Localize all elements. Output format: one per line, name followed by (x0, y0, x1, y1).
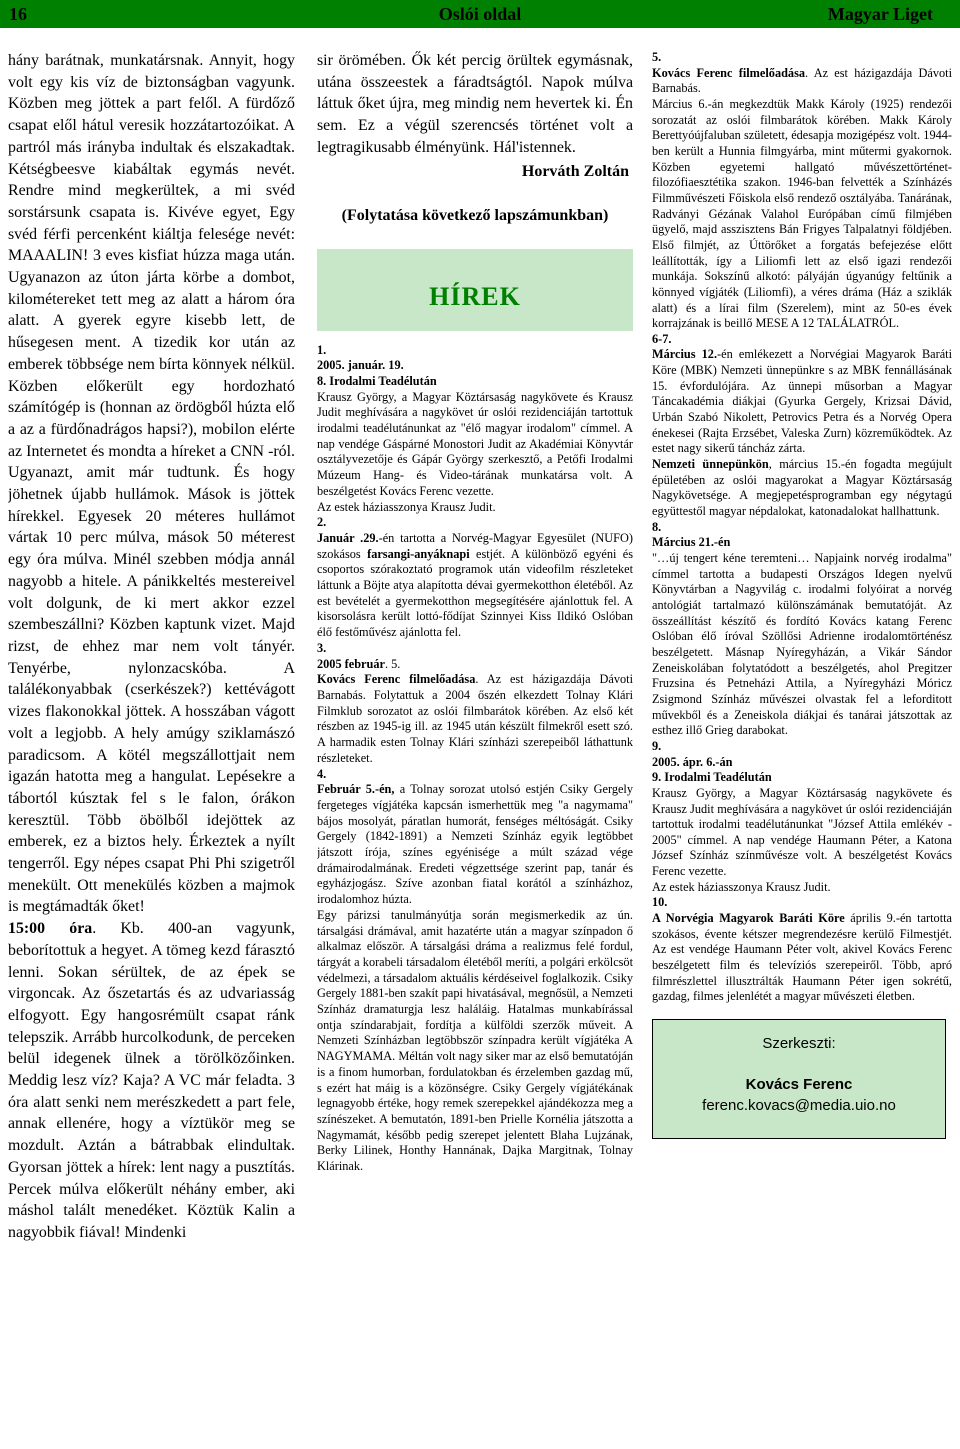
news-number: 10. (652, 895, 668, 910)
news-text: Az estek háziasszonya Krausz Judit. (652, 879, 831, 894)
column-1 (8, 50, 295, 1440)
news-number: 8. (652, 519, 662, 534)
news-text: estjét. A különböző egyéni és csoportos szórakoztató programok után videofilm részleteket láttunk a Böjte atya alapította dévai gyermekotthon életéből. Az est bevételét a gyermekotthon megsegítésére ajánlottuk fel. A kisorsolásra került lottó-fődíjat Szinnyei Kiss Ildikó Oslóban élő festőművész ajánlotta fel. (317, 546, 633, 640)
story-text-after: . Kb. 400-an vagyunk, beborítottuk a hegyet. A tömeg kezd fárasztó lenni. Sokan sérültek, de az épek se virgoncak. Az őszetartás és az udvariasság elfogyott. Egy hangosrémült csapat ránk telepszik. Arrább hurcolkodunk, de perceken belül idegenek ülnek a törölközőinken. Meddig lesz víz? Kaja? A VC már feladta. 3 óra alatt senki nem merészkedett a part fele, annak ellenére, hogy a víztükör meg se mozdult. Aztán a bátrabbak elindultak. Gyorsan jöttek a hírek: lent nagy a pusztítás. Percek múlva előkerült néhány ember, aki máshol talált menedéket. Köztük Kalin a nagyobbik fiával! Mindenki (8, 920, 295, 1241)
news-text: . 5. (384, 656, 401, 671)
news-list-1 (317, 343, 633, 1175)
news-item (652, 911, 952, 1005)
news-date: Március 12. (652, 347, 718, 362)
news-text: -én emlékezett a Norvégiai Magyarok Baráti Köre (MBK) Nemzeti ünnepünkre s az MBK fennállásának 15. évfordulójára. Az ünnepi műsorban a Magyar Táncakadémia diákjai (Gyurka Gergely, Krizsai Dávid, Urbán Szabó Nikolett, Petrovics Petra és a Norvég Opera énekesei (Rajta Erzsébet, Valeska Zurn) közreműködtek. Az estet nagy sikerű táncház zárta. (652, 347, 952, 456)
news-text: április 9.-én tartotta szokásos, évente kétszer megrendezésre kerülő Filmestjét. Az est vendége Haumann Péter volt, akivel Kovács Ferenc beszélgetett film és televíziós szerepeiről. Több, apró filmrészlettel illusztrálták Haumann Péter igen sokrétű, gazdag, filmes jelenlétét a magyar művészeti életben. (652, 911, 952, 1004)
news-title: 8. Irodalmi Teadélután (317, 373, 437, 388)
news-text: , március 15.-én fogadta megújult épületében az oslói magyarokat a Magyar Köztársaság Nagykövetsége. A megjepetésprogramban egy négytagú együttestől magyar népdalokat, katonadalokat hallhattunk. (652, 457, 952, 519)
news-highlight: farsangi-anyáknapi (367, 546, 470, 561)
news-item (317, 672, 633, 766)
news-date: Március 21.-én (652, 535, 731, 550)
news-date: Nemzeti ünnepünkön (652, 457, 769, 472)
editor-label: Szerkeszti: (762, 1035, 836, 1053)
magazine-title: Magyar Liget (827, 4, 933, 24)
news-text: Krausz György, a Magyar Köztársaság nagykövete és Krausz Judit meghívására a nagykövet úr oslói rezidenciáján tartottuk irodalmi teadélutánunkat "József Attila emlékév - 2005" címmel. A nap vendége Haumann Péter, a Katona József Színház színművésze volt. A beszélgetést Kovács Ferenc vezette. (652, 785, 952, 879)
story-text-cont (8, 918, 295, 1244)
news-heading: HÍREK (429, 281, 521, 311)
news-number: 4. (317, 766, 327, 781)
news-date: 2005. január. 19. (317, 358, 404, 373)
time-label: 15:00 óra (8, 920, 93, 938)
editor-name: Kovács Ferenc (745, 1076, 853, 1094)
news-item (652, 347, 952, 457)
news-text: Egy párizsi tanulmányútja során megismerkedik az ún. társalgási drámával, amit hazatérte után a magyar színpadon ő alkalmaz először. A társalgási dráma a realizmus felé fordul, tárgyát a korabeli társadalom életéből meríti, a polgári erkölcsöt védelmezi, a társadalom aktuális kérdéseivel foglalkozik. Csiky Gergely 1881-ben szakít papi hivatásával, megnősül, a Nemzeti Színház dramaturgja lesz haláláig. Hatalmas munkabírással ontja színdarabjait, fordítja a külföldi szerzők műveit. A Nemzeti Színházban legtöbbször színpadra került vígjátéka A NAGYMAMA. Méltán volt nagy siker mar az első bemutatóján is a finom humorban, fordulatokban és érzelemben gazdag mű, s ezért hat máig is a közönségre. Csiky Gergely vígjátékának legnagyobb értéke, hogy remek szerepekkel ajándékozza meg a színészeket. A bemutatón, 1891-ben Prielle Kornélia játszotta a Nagymamát, később pedig szerepet jelentett Blaha Lujzának, Berky Lilinek, Honthy Hannának, Dajka Margitnak, Tolnay Klárinak. (317, 907, 633, 1174)
news-item (317, 782, 633, 908)
news-heading-box (317, 249, 633, 331)
news-item (652, 66, 952, 97)
news-highlight: A Norvégia Magyarok Baráti Köre (652, 911, 845, 926)
news-number: 1. (317, 342, 327, 357)
news-date: 2005. ápr. 6.-án (652, 754, 733, 769)
news-number: 9. (652, 738, 662, 753)
news-date: 2005 február (317, 656, 385, 671)
news-number: 2. (317, 515, 327, 530)
news-item (317, 531, 633, 641)
news-number: 3. (317, 640, 327, 655)
column-3 (652, 50, 952, 1440)
page-header (0, 0, 960, 28)
news-text: Krausz György, a Magyar Köztársaság nagykövete és Krausz Judit meghívására a nagykövet úr oslói rezidenciáján tartottuk irodalmi teadélutánunkat az "élő magyar irodalom" címmel. A nap vendége Gáspárné Monostori Judit az Akadémiai Könyvtár osztályvezetője és Gápár György szerkesztő, a Petőfi Irodalmi Múzeum Hang- és Video-tárának munkatársa volt. A beszélgetést Kovács Ferenc vezette. (317, 389, 633, 498)
news-number: 5. (652, 50, 662, 64)
news-date: Január .29. (317, 530, 379, 545)
section-title: Oslói oldal (438, 4, 522, 24)
news-title: 9. Irodalmi Teadélután (652, 770, 772, 785)
news-text: . Az est házigazdája Dávoti Barnabás. Folytattuk a 2004 őszén elkezdett Tolnay Klári Filmklub sorozatot az oslói filmbarátok körében. Az első két részben az 1945-ig ill. az 1945 után készült filmekről esett szó. A harmadik esten Tolnay Klári színházi szerepeiből láthattunk részleteket. (317, 672, 633, 765)
news-highlight: Kovács Ferenc filmelőadása (317, 672, 476, 687)
page-number: 16 (9, 4, 27, 24)
column-2 (317, 50, 633, 1442)
news-text: . Az est házigazdája Dávoti Barnabás. (652, 65, 952, 96)
news-number: 6-7. (652, 331, 672, 346)
news-text: a Tolnay sorozat utolsó estjén Csiky Gergely fergeteges vígjátéka kapcsán ismerhettük meg "a nagymama" bájos mosolyát, páratlan humorát, fenséges méltóságát. Csiky Gergely (1842-1891) a Nemzeti Színház egyik legtöbbet játszott írója, színes egyénisége a múlt század vége drámairodalmának. Eredeti végzettsége szerint pap, tanár és egyházjogász. Szíve azonban fiatal korától a színházhoz, irodalomhoz húzta. (317, 782, 633, 907)
news-text: -én tartotta a Norvég-Magyar Egyesület (NUFO) szokásos (317, 530, 633, 561)
news-item (652, 457, 952, 520)
author: Horváth Zoltán (521, 162, 629, 180)
story-end: sir örömében. Ők két percig örültek egymásnak, utána összeestek a fáradtságtól. Napok múlva láttuk őket újra, meg mindig nem hevertek ki. Én sem. Ez a végül szerencsés történet volt a legtragikusabb élményünk. Hál'istennek. (317, 52, 633, 156)
news-text: Március 6.-án megkezdtük Makk Károly (1925) rendezői sorozatát az oslói filmbarátok körében. Makk Károly Berettyóújfaluban született, édesapja mozigépész volt. 1944-ben került a Hunnia filmgyárba, mint műtermi gyakornok. Közben egyetemi hallgató művészettörténet-filozófiaesztétika szakon. 1946-ban felvették a Színházés Filmművészeti Főiskola első rendező osztályába. Tanárának, Radványi Gézának Valahol Európában című filmjében ügyelő, majd asszisztens Bán Frigyes Talpalatnyi földjében. Első filmjét, az Úttörőket a forgatás befejezése előtt leállították, így a Liliomfi lett az első igazi rendezői munkája. Sokszínű alkotó: pályáján úgyanúgy feltűnik a könnyed vígjáték (Liliomfi), a véres dráma (Ház a sziklák alatt) és a lírai film (Szerelem), mint az 50-es évek korrajzának is beillő MESE A 12 TALÁLATRÓL. (652, 96, 952, 331)
news-text: Az estek háziasszonya Krausz Judit. (317, 499, 496, 514)
story-text: hány barátnak, munkatársnak. Annyit, hogy volt egy kis víz de biztonságban vagyunk. Közben meg jöttek a part felől. A fürdőző csapat elől hátul veresik hozzátartozóikat. A partról más irányba indultak és elszakadtak. Kétségbeesve kiabáltak egymás nevét. Rendre mind megkerültek, a mi svéd sorstársunk csapata is. Kivéve egyet, Egy svéd férfi percenként kiáltja felesége nevét: MAAALIN! 3 eves kisfiat húzza maga után. Ugyanazon az úton járta körbe a dombot, kilométereket tett meg az alatt a három óra alatt. A gyerek egyre kisebb lett, de hűsegesen ment. A tizedik kor után az emberek többsége nem bírta könnyek nélkül. Közben előkerült egy hordozható számítógép is (honnan az ördögből húzta elő a az a fürdőnadrágos hapsi?), mobilon elérte az Internetet és mondta a híreket a CNN -ról. Ugyanazt, amit már tudtunk. És hogy jöhetnek újabb hullámok. Mások is jöttek hírekkel. Egyesek 20 méteres hullámot vártak 10 perc múlva, mások 50 méterest egy óra múlva. Minél szebben módja annál nagyobb a hitele. A pánikkeltés mestereivel volt dolgunk, de ki mert akkor ezzel szembeszállni? Közben kaptunk vizet. Majd rizst, de ehhez mar nem volt tányér. Tenyérbe, nylonzacskóba. A találékonyabbak (cserkészek?) kettévágott vizes flakonokkal jöttek. A hosszában vágott volt a legjobb. A hely amúgy sziklamászó paradicsom. A kötél megszállottjait nem igazán hatotta meg a hangulat. Lepésekre a tábortól kúsztak fel s le falon, órákon keresztül. Több öbölből idejöttek az emberek, ez a biztos hely. Érkeztek a nyílt tengerről. Egy népes csapat Phi Phi szigetről menekült. Ott menekülés közben a majmok is megtámadták őket! (8, 52, 295, 916)
news-item (317, 657, 633, 673)
news-text: "…új tengert kéne teremteni… Napjaink norvég irodalma" címmel tartotta a budapesti Országos Idegen nyelvű Könyvtárban a Nagyvilág c. irodalmi folyóirat a norvég antológiát tartalmazó különszámának bemutatóját. Az összeállítást készítő és fordító Kovács katang Ferenc Oslóban élő íróval Szöllősi Adrienne irodalomtörténész beszélgetett. Másnap Nyíregyházán, a Vikár Sándor Zeneiskolában folytatódott a beszélgetés, ahol Pregitzer Fruzsina és Petneházi Attila, a Nyíregyházi Móricz Zsigmond Színház művészei olvastak fel a leforditott művekből és a Zeneiskola diákjai és tanárai játszottak az esthez illő Grieg darabokat. (652, 551, 952, 738)
continued-note: (Folytatása következő lapszámunkban) (341, 206, 609, 224)
news-date: Február 5.-én, (317, 782, 395, 797)
news-highlight: Kovács Ferenc filmelőadása (652, 65, 806, 80)
editor-email[interactable]: ferenc.kovacs@media.uio.no (702, 1097, 896, 1115)
editor-box (652, 1019, 946, 1139)
